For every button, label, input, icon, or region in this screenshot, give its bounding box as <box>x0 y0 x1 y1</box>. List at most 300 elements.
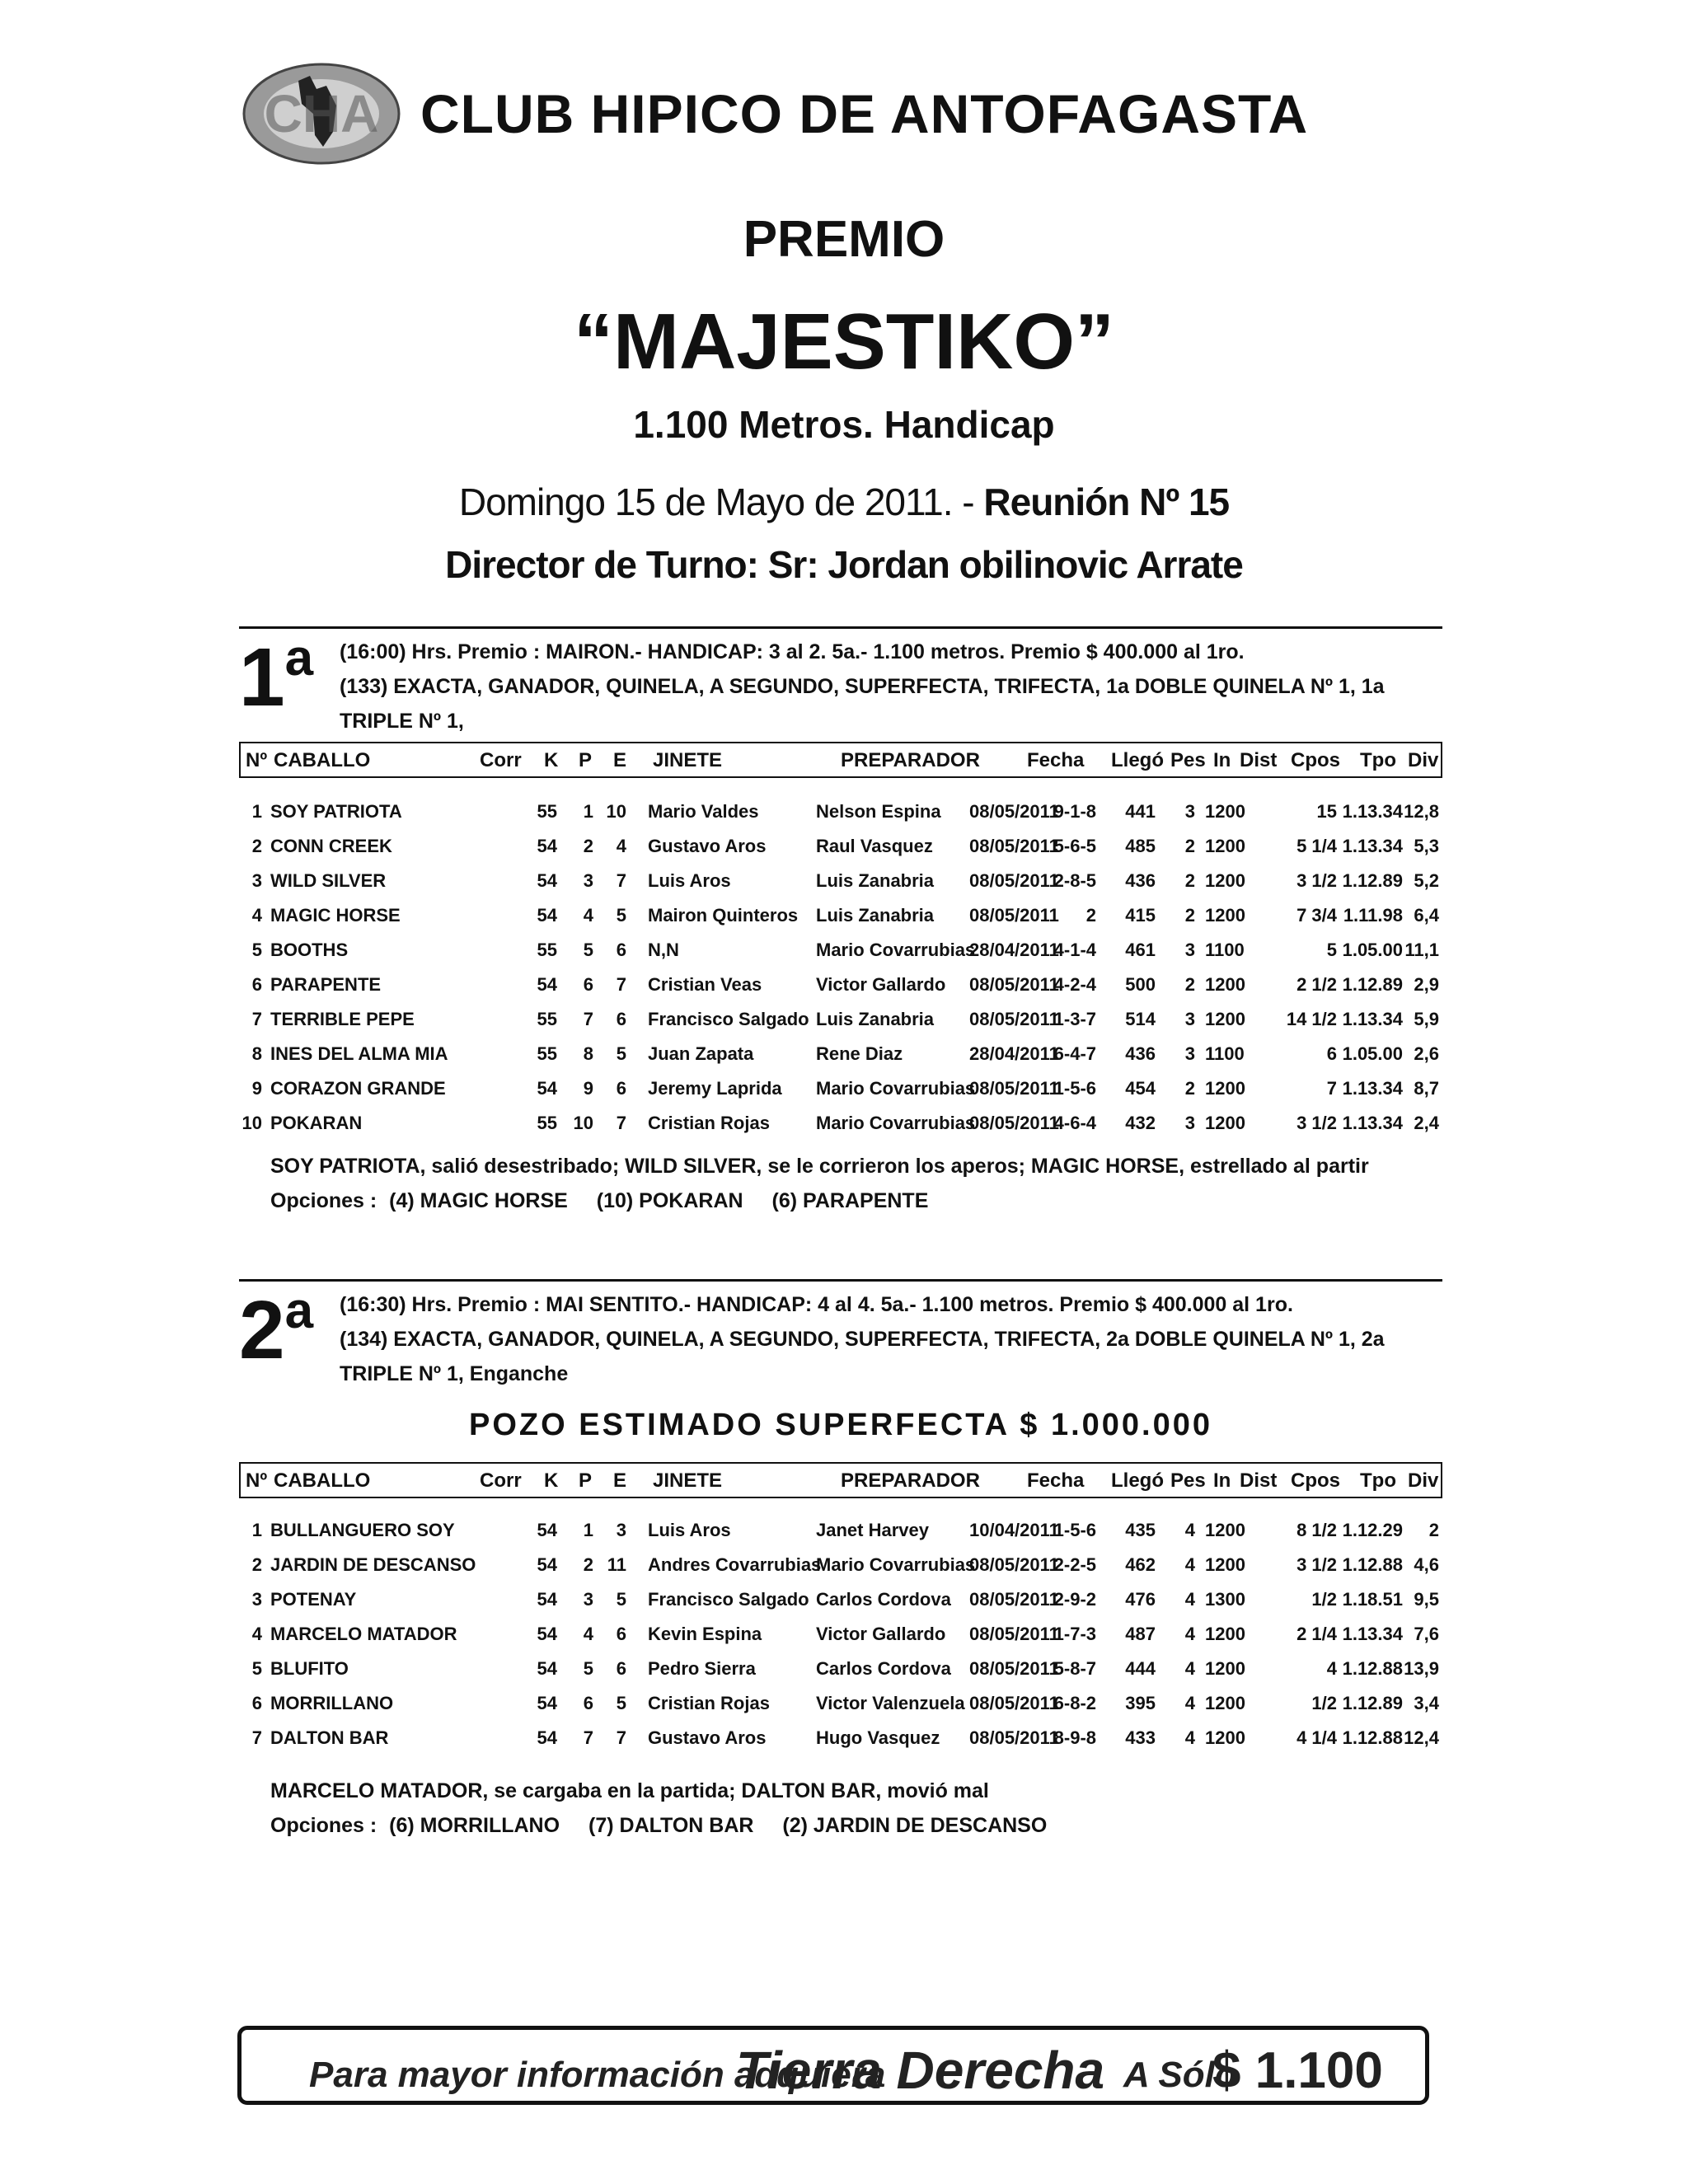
race-number <box>239 1282 314 1376</box>
cell-p: 2 <box>583 836 593 856</box>
cell-llego: 2-8-5 <box>1053 870 1096 891</box>
cell-llego: 5-8-7 <box>1053 1658 1096 1679</box>
col-dist: Dist <box>1240 749 1278 771</box>
cell-jinete: Luis Aros <box>648 870 731 891</box>
race-number-digit: 1 <box>239 631 285 724</box>
price-label: A Sólo <box>1123 2055 1237 2095</box>
col-tpo: Tpo <box>1360 1469 1396 1492</box>
cell-preparador: Luis Zanabria <box>816 905 935 926</box>
race-info <box>340 635 1444 738</box>
cell-div: 9,5 <box>1414 1589 1439 1610</box>
cell-cpos: 5 1/4 <box>1296 836 1337 856</box>
table-row <box>239 1624 1442 1658</box>
race-notes <box>270 1149 1369 1218</box>
cell-dist: 1100 <box>1205 1043 1245 1064</box>
cell-in: 3 <box>1184 801 1195 822</box>
cell-k: 54 <box>537 974 557 995</box>
cell-tpo: 1.12.29 <box>1342 1520 1403 1540</box>
cell-llego: 2 <box>1085 905 1096 926</box>
col-preparador: PREPARADOR <box>841 1469 980 1492</box>
cell-cpos: 14 1/2 <box>1286 1009 1337 1029</box>
cell-dist: 1200 <box>1205 1693 1245 1713</box>
cell-e: 6 <box>616 1658 626 1679</box>
cell-pes: 500 <box>1125 974 1156 995</box>
cell-preparador: Carlos Cordova <box>816 1658 951 1679</box>
cell-jinete: Francisco Salgado <box>648 1009 809 1029</box>
cell-pes: 415 <box>1125 905 1156 926</box>
cell-cpos: 5 <box>1326 940 1337 960</box>
race-divider <box>239 1279 1442 1282</box>
cell-fecha: 08/05/2011 <box>969 801 1059 822</box>
cell-k: 55 <box>537 1043 557 1064</box>
cell-pes: 462 <box>1125 1554 1156 1575</box>
cell-fecha: 08/05/2011 <box>969 836 1059 856</box>
cell-div: 2,9 <box>1414 974 1439 995</box>
cell-p: 7 <box>583 1727 593 1748</box>
cell-pes: 436 <box>1125 1043 1156 1064</box>
cell-dist: 1200 <box>1205 1009 1245 1029</box>
cell-llego: 1-3-7 <box>1053 1009 1096 1029</box>
cell-preparador: Raul Vasquez <box>816 836 933 856</box>
cell-cpos: 2 1/2 <box>1296 974 1337 995</box>
col-cpos: Cpos <box>1291 1469 1340 1492</box>
cell-n: 2 <box>251 836 262 856</box>
cell-tpo: 1.05.00 <box>1342 1043 1403 1064</box>
cell-preparador: Hugo Vasquez <box>816 1727 940 1748</box>
cell-e: 10 <box>606 801 626 822</box>
cell-in: 2 <box>1184 870 1195 891</box>
cell-tpo: 1.12.88 <box>1342 1554 1403 1575</box>
cell-n: 3 <box>251 1589 262 1610</box>
cell-pes: 487 <box>1125 1624 1156 1644</box>
table-row <box>239 974 1442 1009</box>
cell-fecha: 08/05/2011 <box>969 1624 1059 1644</box>
col-cpos: Cpos <box>1291 749 1340 771</box>
table-row <box>239 1078 1442 1113</box>
cell-jinete: Gustavo Aros <box>648 1727 767 1748</box>
cell-caballo: MAGIC HORSE <box>270 905 401 926</box>
cell-in: 4 <box>1184 1693 1195 1713</box>
cell-jinete: Cristian Veas <box>648 974 762 995</box>
table-row <box>239 1693 1442 1727</box>
table-row <box>239 836 1442 870</box>
race-bets: (133) EXACTA, GANADOR, QUINELA, A SEGUNDO, SUPERFECTA, TRIFECTA, 1a DOBLE QUINELA Nº 1, 1a TRIPLE Nº 1, <box>340 675 1385 733</box>
cell-in: 4 <box>1184 1554 1195 1575</box>
cell-n: 2 <box>251 1554 262 1575</box>
cell-div: 2,4 <box>1414 1113 1439 1133</box>
cell-n: 5 <box>251 940 262 960</box>
cell-tpo: 1.11.98 <box>1343 905 1403 926</box>
cell-cpos: 3 1/2 <box>1296 1554 1337 1575</box>
cell-k: 54 <box>537 870 557 891</box>
cell-in: 2 <box>1184 974 1195 995</box>
col-pes: Pes <box>1170 749 1206 771</box>
cell-n: 1 <box>251 1520 262 1540</box>
cell-p: 2 <box>583 1554 593 1575</box>
opcion-item: (6) PARAPENTE <box>771 1189 929 1212</box>
cell-in: 4 <box>1184 1727 1195 1748</box>
cell-caballo: CORAZON GRANDE <box>270 1078 446 1099</box>
cell-e: 11 <box>607 1554 626 1575</box>
col-in: In <box>1213 749 1231 771</box>
col-llego: Llegó <box>1111 749 1164 771</box>
cell-cpos: 2 1/4 <box>1296 1624 1337 1644</box>
cell-div: 6,4 <box>1414 905 1439 926</box>
cell-div: 3,4 <box>1414 1693 1439 1713</box>
col-fecha: Fecha <box>1027 1469 1085 1492</box>
col-preparador: PREPARADOR <box>841 749 980 771</box>
cell-pes: 476 <box>1125 1589 1156 1610</box>
cell-k: 54 <box>537 1589 557 1610</box>
cell-n: 4 <box>251 1624 262 1644</box>
cell-dist: 1200 <box>1205 870 1245 891</box>
cell-dist: 1200 <box>1205 836 1245 856</box>
cell-pes: 514 <box>1125 1009 1156 1029</box>
cell-e: 5 <box>616 1693 626 1713</box>
cell-pes: 395 <box>1125 1693 1156 1713</box>
cell-fecha: 08/05/2011 <box>969 905 1059 926</box>
cell-p: 6 <box>583 974 593 995</box>
cell-div: 5,2 <box>1414 870 1439 891</box>
col-jinete: JINETE <box>653 749 723 771</box>
cell-p: 8 <box>583 1043 593 1064</box>
cell-n: 6 <box>251 974 262 995</box>
cell-e: 6 <box>616 1009 626 1029</box>
cell-dist: 1200 <box>1205 974 1245 995</box>
table-header <box>239 742 1442 778</box>
cell-n: 5 <box>251 1658 262 1679</box>
cell-cpos: 3 1/2 <box>1296 870 1337 891</box>
cell-p: 5 <box>583 940 593 960</box>
cell-preparador: Janet Harvey <box>816 1520 929 1540</box>
cell-div: 2,6 <box>1414 1043 1439 1064</box>
cell-pes: 441 <box>1125 801 1156 822</box>
cell-caballo: MARCELO MATADOR <box>270 1624 457 1644</box>
cell-preparador: Luis Zanabria <box>816 1009 935 1029</box>
table-row <box>239 1658 1442 1693</box>
race-divider <box>239 626 1442 629</box>
race-ordinal: a <box>284 1282 314 1339</box>
cell-jinete: Cristian Rojas <box>648 1693 770 1713</box>
race-distance: 1.100 Metros. Handicap <box>633 403 1055 446</box>
cell-llego: 1-7-3 <box>1053 1624 1096 1644</box>
cell-div: 5,9 <box>1414 1009 1439 1029</box>
col-fecha: Fecha <box>1027 749 1085 771</box>
cell-caballo: BLUFITO <box>270 1658 349 1679</box>
cell-dist: 1200 <box>1205 1078 1245 1099</box>
cell-p: 1 <box>583 1520 593 1540</box>
cell-tpo: 1.12.89 <box>1342 1693 1403 1713</box>
cell-k: 55 <box>537 1113 557 1133</box>
cell-k: 54 <box>537 1693 557 1713</box>
cell-fecha: 08/05/2011 <box>969 870 1059 891</box>
cell-p: 3 <box>583 870 593 891</box>
cell-llego: 4-6-4 <box>1053 1113 1096 1133</box>
race-ordinal: a <box>284 630 314 687</box>
cell-jinete: Luis Aros <box>648 1520 731 1540</box>
cell-cpos: 7 <box>1326 1078 1337 1099</box>
cell-p: 6 <box>583 1693 593 1713</box>
cell-fecha: 08/05/2011 <box>969 1554 1059 1575</box>
cell-in: 2 <box>1184 1078 1195 1099</box>
cell-caballo: PARAPENTE <box>270 974 382 995</box>
cell-cpos: 4 <box>1326 1658 1337 1679</box>
col-llego: Llegó <box>1111 1469 1164 1492</box>
cell-tpo: 1.18.51 <box>1342 1589 1403 1610</box>
cell-dist: 1200 <box>1205 1520 1245 1540</box>
col-p: P <box>579 1469 593 1492</box>
cell-tpo: 1.12.88 <box>1342 1727 1403 1748</box>
col-k: K <box>544 749 559 771</box>
cell-tpo: 1.13.34 <box>1342 801 1403 822</box>
opcion-item: (10) POKARAN <box>596 1189 743 1212</box>
opciones-label: Opciones : <box>270 1189 377 1212</box>
cell-pes: 432 <box>1125 1113 1156 1133</box>
cell-cpos: 4 1/4 <box>1296 1727 1337 1748</box>
table-row <box>239 905 1442 940</box>
cell-n: 1 <box>251 801 262 822</box>
cell-in: 3 <box>1184 1113 1195 1133</box>
cell-preparador: Rene Diaz <box>816 1043 903 1064</box>
cell-preparador: Carlos Cordova <box>816 1589 951 1610</box>
cell-div: 5,3 <box>1414 836 1439 856</box>
cell-jinete: Jeremy Laprida <box>648 1078 782 1099</box>
cell-fecha: 28/04/2011 <box>969 1043 1059 1064</box>
cell-k: 54 <box>537 905 557 926</box>
cell-n: 7 <box>251 1727 262 1748</box>
cell-dist: 1200 <box>1205 1658 1245 1679</box>
cell-jinete: Pedro Sierra <box>648 1658 756 1679</box>
table-row <box>239 1727 1442 1762</box>
table-row <box>239 940 1442 974</box>
cell-pes: 454 <box>1125 1078 1156 1099</box>
cell-p: 3 <box>583 1589 593 1610</box>
price: $ 1.100 <box>1212 2042 1383 2099</box>
cell-dist: 1200 <box>1205 1624 1245 1644</box>
cell-e: 7 <box>616 974 626 995</box>
cell-fecha: 28/04/2011 <box>969 940 1059 960</box>
cell-e: 6 <box>616 1624 626 1644</box>
publication-name: Tierra Derecha <box>736 2041 1105 2100</box>
cell-in: 4 <box>1184 1589 1195 1610</box>
cell-div: 2 <box>1428 1520 1439 1540</box>
cell-p: 9 <box>583 1078 593 1099</box>
pozo-estimado: POZO ESTIMADO SUPERFECTA $ 1.000.000 <box>469 1408 1212 1442</box>
logo-lettering: CHA <box>264 84 379 143</box>
cell-caballo: INES DEL ALMA MIA <box>270 1043 448 1064</box>
cell-tpo: 1.13.34 <box>1342 1113 1403 1133</box>
cell-p: 4 <box>583 905 593 926</box>
race-incidents: SOY PATRIOTA, salió desestribado; WILD SILVER, se le corrieron los aperos; MAGIC HORSE, estrellado al partir <box>270 1155 1369 1178</box>
cell-jinete: N,N <box>648 940 679 960</box>
cell-in: 3 <box>1184 1043 1195 1064</box>
cell-p: 7 <box>583 1009 593 1029</box>
cell-dist: 1200 <box>1205 1113 1245 1133</box>
cell-llego: 5-6-5 <box>1053 836 1096 856</box>
cell-caballo: BOOTHS <box>270 940 349 960</box>
cell-llego: 4-1-4 <box>1053 940 1096 960</box>
cell-fecha: 08/05/2011 <box>969 1727 1059 1748</box>
cell-k: 54 <box>537 1520 557 1540</box>
race-number-digit: 2 <box>239 1284 285 1376</box>
cell-in: 3 <box>1184 1009 1195 1029</box>
cell-caballo: POTENAY <box>270 1589 357 1610</box>
cell-dist: 1200 <box>1205 905 1245 926</box>
cell-cpos: 3 1/2 <box>1296 1113 1337 1133</box>
cell-dist: 1100 <box>1205 940 1245 960</box>
cell-tpo: 1.05.00 <box>1342 940 1403 960</box>
cell-caballo: CONN CREEK <box>270 836 392 856</box>
cell-div: 7,6 <box>1414 1624 1439 1644</box>
cell-n: 8 <box>251 1043 262 1064</box>
cell-e: 5 <box>616 1589 626 1610</box>
cell-tpo: 1.13.34 <box>1342 1009 1403 1029</box>
cell-llego: 1-5-6 <box>1053 1078 1096 1099</box>
col-caballo: CABALLO <box>274 749 371 771</box>
director-de-turno: Director de Turno: Sr: Jordan obilinovic Arrate <box>445 543 1243 586</box>
club-logo <box>241 56 402 171</box>
cell-preparador: Victor Gallardo <box>816 1624 946 1644</box>
cell-pes: 444 <box>1125 1658 1156 1679</box>
cell-caballo: MORRILLANO <box>270 1693 394 1713</box>
logo-emblem <box>241 56 402 171</box>
cell-e: 6 <box>616 1078 626 1099</box>
opciones-label: Opciones : <box>270 1814 377 1837</box>
cell-k: 55 <box>537 940 557 960</box>
col-p: P <box>579 749 593 771</box>
col-div: Div <box>1408 749 1439 771</box>
date-line <box>0 480 1688 524</box>
cell-k: 54 <box>537 1554 557 1575</box>
cell-div: 11,1 <box>1404 940 1439 960</box>
cell-jinete: Kevin Espina <box>648 1624 762 1644</box>
col-dist: Dist <box>1240 1469 1278 1492</box>
cell-k: 55 <box>537 801 557 822</box>
cell-cpos: 1/2 <box>1311 1589 1337 1610</box>
cell-dist: 1200 <box>1205 1554 1245 1575</box>
table-row <box>239 870 1442 905</box>
cell-preparador: Mario Covarrubias <box>816 940 976 960</box>
cell-llego: 4-2-4 <box>1053 974 1096 995</box>
cell-preparador: Nelson Espina <box>816 801 941 822</box>
cell-n: 9 <box>251 1078 262 1099</box>
cell-cpos: 6 <box>1326 1043 1337 1064</box>
opcion-item: (6) MORRILLANO <box>389 1814 560 1837</box>
race-info <box>340 1287 1444 1391</box>
cell-jinete: Francisco Salgado <box>648 1589 809 1610</box>
cell-n: 3 <box>251 870 262 891</box>
race-opciones <box>270 1808 1070 1843</box>
cell-k: 54 <box>537 1078 557 1099</box>
table-row <box>239 1113 1442 1147</box>
cell-jinete: Gustavo Aros <box>648 836 767 856</box>
cell-in: 2 <box>1184 905 1195 926</box>
col-div: Div <box>1408 1469 1439 1492</box>
cell-llego: 2-2-5 <box>1053 1554 1096 1575</box>
cell-cpos: 15 <box>1316 801 1337 822</box>
cell-e: 7 <box>616 1113 626 1133</box>
col-e: E <box>613 1469 627 1492</box>
cell-in: 4 <box>1184 1520 1195 1540</box>
cell-preparador: Mario Covarrubias <box>816 1078 976 1099</box>
cell-e: 6 <box>616 940 626 960</box>
cell-k: 54 <box>537 836 557 856</box>
col-corr: Corr <box>480 1469 522 1492</box>
cell-n: 10 <box>241 1113 262 1133</box>
cell-div: 12,4 <box>1404 1727 1439 1748</box>
cell-fecha: 08/05/2011 <box>969 1693 1059 1713</box>
cell-e: 5 <box>616 905 626 926</box>
cell-tpo: 1.12.89 <box>1342 870 1403 891</box>
cell-p: 1 <box>583 801 593 822</box>
race-bets: (134) EXACTA, GANADOR, QUINELA, A SEGUNDO, SUPERFECTA, TRIFECTA, 2a DOBLE QUINELA Nº 1, 2a TRIPLE Nº 1, Enganche <box>340 1328 1385 1385</box>
cell-div: 12,8 <box>1404 801 1439 822</box>
cell-caballo: JARDIN DE DESCANSO <box>270 1554 476 1575</box>
table-row <box>239 1554 1442 1589</box>
cell-tpo: 1.12.89 <box>1342 974 1403 995</box>
cell-preparador: Luis Zanabria <box>816 870 935 891</box>
table-row <box>239 801 1442 836</box>
col-k: K <box>544 1469 559 1492</box>
cell-n: 6 <box>251 1693 262 1713</box>
table-row <box>239 1589 1442 1624</box>
cell-dist: 1300 <box>1205 1589 1245 1610</box>
cell-pes: 436 <box>1125 870 1156 891</box>
col-pes: Pes <box>1170 1469 1206 1492</box>
footer-advertisement <box>237 2026 1429 2105</box>
opcion-item: (7) DALTON BAR <box>588 1814 754 1837</box>
cell-fecha: 08/05/2011 <box>969 1078 1059 1099</box>
cell-n: 4 <box>251 905 262 926</box>
col-corr: Corr <box>480 749 522 771</box>
cell-llego: 8-9-8 <box>1053 1727 1096 1748</box>
cell-dist: 1200 <box>1205 801 1245 822</box>
cell-div: 4,6 <box>1414 1554 1439 1575</box>
col-num: Nº <box>246 749 268 771</box>
col-jinete: JINETE <box>653 1469 723 1492</box>
cell-pes: 485 <box>1125 836 1156 856</box>
cell-in: 2 <box>1184 836 1195 856</box>
race-opciones <box>270 1183 1369 1218</box>
cell-e: 3 <box>616 1520 626 1540</box>
cell-e: 4 <box>616 836 626 856</box>
cell-tpo: 1.13.34 <box>1342 1624 1403 1644</box>
col-in: In <box>1213 1469 1231 1492</box>
cell-fecha: 08/05/2011 <box>969 1658 1059 1679</box>
cell-jinete: Juan Zapata <box>648 1043 754 1064</box>
cell-caballo: WILD SILVER <box>270 870 387 891</box>
race-conditions: (16:30) Hrs. Premio : MAI SENTITO.- HANDICAP: 4 al 4. 5a.- 1.100 metros. Premio $ 400.000 al 1ro. <box>340 1293 1293 1316</box>
cell-k: 54 <box>537 1658 557 1679</box>
cell-fecha: 10/04/2011 <box>969 1520 1059 1540</box>
cell-llego: 2-9-2 <box>1053 1589 1096 1610</box>
cell-k: 55 <box>537 1009 557 1029</box>
cell-fecha: 08/05/2011 <box>969 974 1059 995</box>
cell-preparador: Victor Valenzuela <box>816 1693 965 1713</box>
col-tpo: Tpo <box>1360 749 1396 771</box>
cell-fecha: 08/05/2011 <box>969 1113 1059 1133</box>
cell-k: 54 <box>537 1727 557 1748</box>
cell-llego: 6-8-2 <box>1053 1693 1096 1713</box>
cell-cpos: 7 3/4 <box>1296 905 1337 926</box>
cell-fecha: 08/05/2011 <box>969 1589 1059 1610</box>
cell-jinete: Andres Covarrubias <box>648 1554 822 1575</box>
reunion-number: Reunión Nº 15 <box>983 480 1230 523</box>
cell-jinete: Cristian Rojas <box>648 1113 770 1133</box>
table-row <box>239 1009 1442 1043</box>
cell-pes: 435 <box>1125 1520 1156 1540</box>
cell-llego: 9-1-8 <box>1053 801 1096 822</box>
